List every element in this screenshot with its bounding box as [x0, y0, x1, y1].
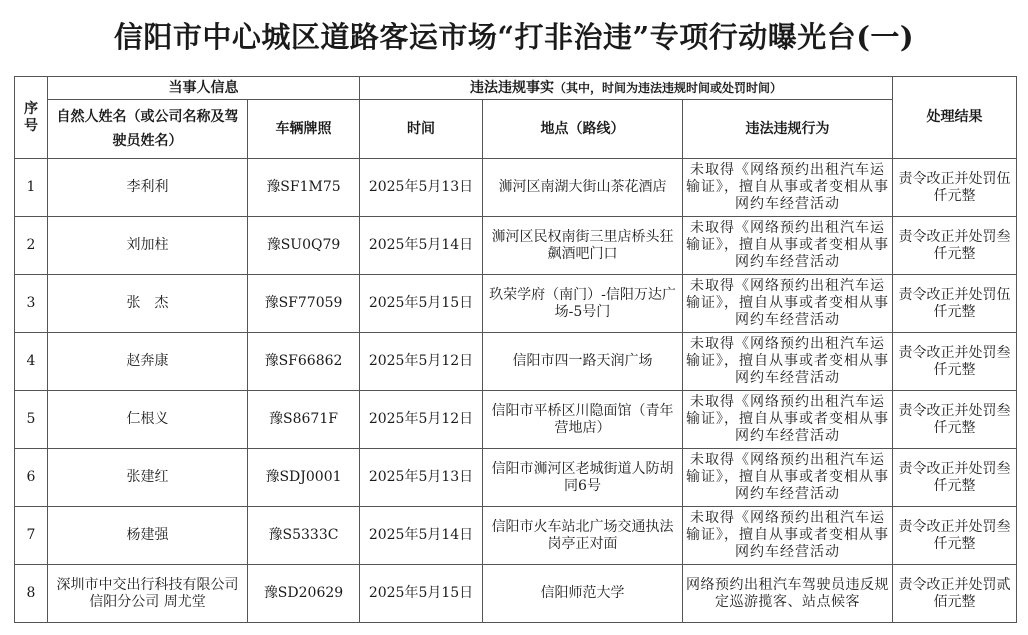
cell-name: 仁根义: [48, 391, 248, 449]
cell-plate: 豫SDJ0001: [248, 449, 360, 507]
table-row: [15, 275, 1017, 333]
cell-date: 2025年5月13日: [360, 449, 483, 507]
cell-location: 浉河区民权南街三里店桥头狂飙酒吧门口: [483, 217, 683, 275]
header-violation-facts-note: （其中，时间为违法违规时间或处罚时间）: [553, 80, 782, 95]
cell-location: 信阳市四一路天润广场: [483, 333, 683, 391]
header-index: 序号: [15, 77, 48, 159]
cell-result: 责令改正并处罚叁仟元整: [893, 217, 1017, 275]
table-row: [15, 217, 1017, 275]
cell-date: 2025年5月13日: [360, 159, 483, 217]
cell-plate: 豫SF77059: [248, 275, 360, 333]
cell-index: 4: [15, 333, 48, 391]
header-violation-facts: [360, 77, 893, 100]
cell-result: 责令改正并处罚伍仟元整: [893, 159, 1017, 217]
cell-behavior: 未取得《网络预约出租汽车运输证》，擅自从事或者变相从事网约车经营活动: [683, 391, 893, 449]
cell-plate: 豫SD20629: [248, 565, 360, 623]
table-row: [15, 565, 1017, 623]
header-behavior: 违法违规行为: [683, 100, 893, 159]
cell-result: 责令改正并处罚伍仟元整: [893, 275, 1017, 333]
header-time: 时间: [360, 100, 483, 159]
cell-index: 1: [15, 159, 48, 217]
cell-index: 7: [15, 507, 48, 565]
cell-behavior: 未取得《网络预约出租汽车运输证》，擅自从事或者变相从事网约车经营活动: [683, 217, 893, 275]
cell-date: 2025年5月15日: [360, 565, 483, 623]
cell-name: 赵奔康: [48, 333, 248, 391]
cell-location: 信阳市平桥区川隐面馆（青年营地店）: [483, 391, 683, 449]
header-row-columns: [15, 100, 1017, 159]
page-title: 信阳市中心城区道路客运市场“打非治违”专项行动曝光台(一): [113, 20, 915, 54]
cell-behavior: 未取得《网络预约出租汽车运输证》，擅自从事或者变相从事网约车经营活动: [683, 449, 893, 507]
cell-result: 责令改正并处罚叁仟元整: [893, 391, 1017, 449]
cell-name: 杨建强: [48, 507, 248, 565]
header-row-group: [15, 77, 1017, 100]
cell-date: 2025年5月15日: [360, 275, 483, 333]
cell-plate: 豫S8671F: [248, 391, 360, 449]
cell-index: 3: [15, 275, 48, 333]
cell-plate: 豫S5333C: [248, 507, 360, 565]
cell-name: 张建红: [48, 449, 248, 507]
cell-location: 浉河区南湖大街山茶花酒店: [483, 159, 683, 217]
cell-behavior: 未取得《网络预约出租汽车运输证》，擅自从事或者变相从事网约车经营活动: [683, 159, 893, 217]
cell-index: 5: [15, 391, 48, 449]
violation-table: [14, 76, 1017, 623]
table-row: [15, 159, 1017, 217]
cell-location: 信阳师范大学: [483, 565, 683, 623]
cell-date: 2025年5月14日: [360, 217, 483, 275]
table-row: [15, 449, 1017, 507]
cell-behavior: 未取得《网络预约出租汽车运输证》，擅自从事或者变相从事网约车经营活动: [683, 275, 893, 333]
cell-result: 责令改正并处罚贰佰元整: [893, 565, 1017, 623]
cell-index: 6: [15, 449, 48, 507]
cell-date: 2025年5月14日: [360, 507, 483, 565]
header-party-info: 当事人信息: [48, 77, 360, 100]
cell-location: 信阳市浉河区老城街道人防胡同6号: [483, 449, 683, 507]
cell-name: 深圳市中交出行科技有限公司信阳分公司 周尤堂: [48, 565, 248, 623]
cell-behavior: 未取得《网络预约出租汽车运输证》，擅自从事或者变相从事网约车经营活动: [683, 507, 893, 565]
cell-date: 2025年5月12日: [360, 391, 483, 449]
cell-date: 2025年5月12日: [360, 333, 483, 391]
cell-plate: 豫SU0Q79: [248, 217, 360, 275]
cell-index: 2: [15, 217, 48, 275]
cell-name: 李利利: [48, 159, 248, 217]
cell-result: 责令改正并处罚叁仟元整: [893, 449, 1017, 507]
table-row: [15, 507, 1017, 565]
table-row: [15, 333, 1017, 391]
cell-result: 责令改正并处罚叁仟元整: [893, 333, 1017, 391]
header-violation-facts-title: 违法违规事实: [469, 79, 554, 96]
cell-location: 信阳市火车站北广场交通执法岗亭正对面: [483, 507, 683, 565]
cell-behavior: 网络预约出租汽车驾驶员违反规定巡游揽客、站点候客: [683, 565, 893, 623]
table-row: [15, 391, 1017, 449]
header-result: 处理结果: [893, 77, 1017, 159]
cell-location: 玖荣学府（南门）-信阳万达广场-5号门: [483, 275, 683, 333]
header-name: 自然人姓名（或公司名称及驾驶员姓名）: [48, 100, 248, 159]
cell-index: 8: [15, 565, 48, 623]
cell-name: 张 杰: [48, 275, 248, 333]
cell-behavior: 未取得《网络预约出租汽车运输证》，擅自从事或者变相从事网约车经营活动: [683, 333, 893, 391]
cell-name: 刘加柱: [48, 217, 248, 275]
cell-plate: 豫SF1M75: [248, 159, 360, 217]
header-plate: 车辆牌照: [248, 100, 360, 159]
cell-plate: 豫SF66862: [248, 333, 360, 391]
header-location: 地点（路线）: [483, 100, 683, 159]
cell-result: 责令改正并处罚叁仟元整: [893, 507, 1017, 565]
